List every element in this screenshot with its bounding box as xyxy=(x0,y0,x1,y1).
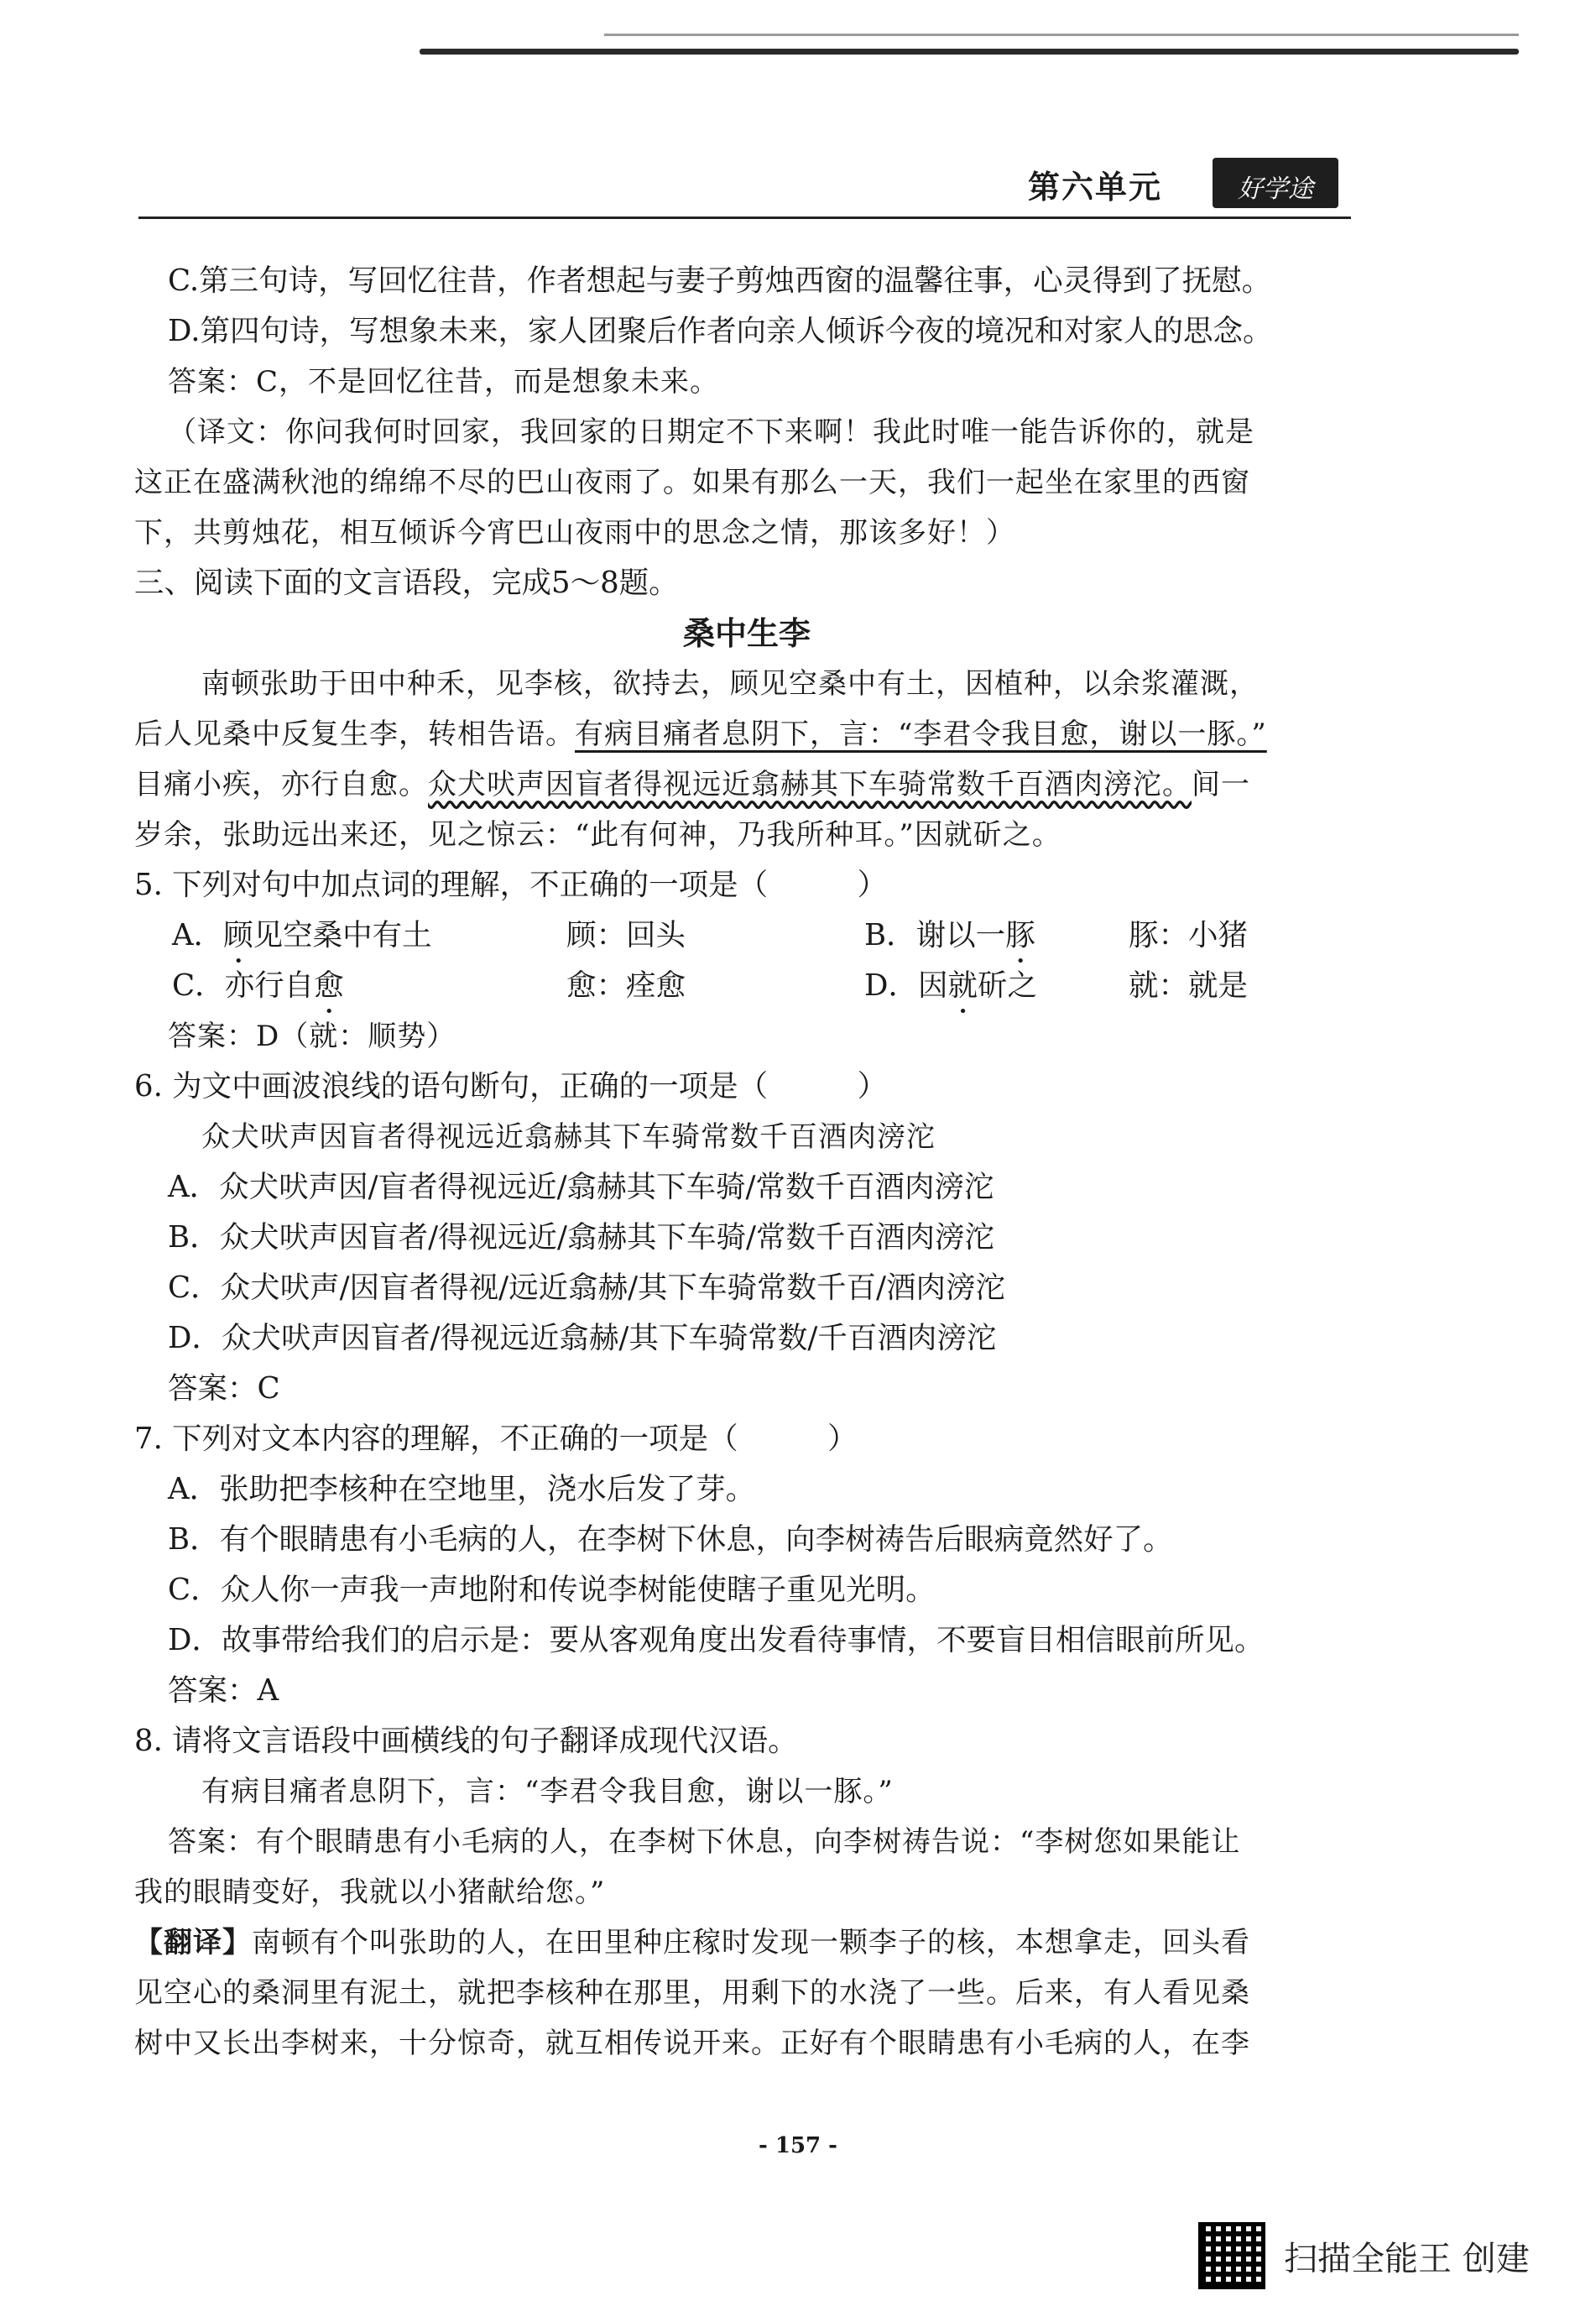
question-7: 7. 下列对文本内容的理解，不正确的一项是（ ） xyxy=(134,1422,858,1456)
q6-answer: 答案：C xyxy=(168,1371,280,1406)
translation-label: 【翻译】 xyxy=(134,1926,252,1959)
q7-option-b: B．有个眼睛患有小毛病的人，在李树下休息，向李树祷告后眼病竟然好了。 xyxy=(168,1522,1173,1557)
q7-option-d: D．故事带给我们的启示是：要从客观角度出发看待事情，不要盲目相信眼前所见。 xyxy=(168,1623,1265,1657)
dotted-char: 就 xyxy=(947,968,978,1003)
passage-text: 后人见桑中反复生李，转相告语。 xyxy=(134,717,575,751)
page-content xyxy=(134,256,1359,2069)
translation-para-2: 见空心的桑洞里有泥土，就把李核种在那里，用剩下的水浇了一些。后来，有人看见桑 xyxy=(134,1976,1250,2010)
passage-text: 目痛小疾，亦行自愈。 xyxy=(134,768,428,801)
page-number: - 157 - xyxy=(759,2133,837,2158)
scanner-watermark: 扫描全能王 创建 xyxy=(1284,2240,1530,2278)
option-text: 斫之 xyxy=(977,968,1037,1003)
q6-sentence: 众犬吠声因盲者得视远近翕赫其下车骑常数千百酒肉滂沱 xyxy=(201,1120,936,1154)
logo-badge xyxy=(1213,158,1338,208)
qr-code-icon xyxy=(1198,2222,1265,2289)
q5-option-a: A．顾见空桑中有土 xyxy=(172,918,432,952)
translation-para-1 xyxy=(134,1918,1359,1968)
top-decor-line xyxy=(420,49,1519,55)
q5-option-b-def: 豚：小猪 xyxy=(1129,918,1249,952)
question-5: 5. 下列对句中加点词的理解，不正确的一项是（ ） xyxy=(134,868,888,902)
passage-line-2 xyxy=(134,709,1359,759)
underlined-sentence: 有病目痛者息阴下，言：“李君令我目愈，谢以一豚。” xyxy=(575,717,1267,751)
passage-text: 间一 xyxy=(1192,768,1250,801)
q8-answer-2: 我的眼睛变好，我就以小猪献给您。” xyxy=(134,1876,606,1909)
option-text: 见空桑中有土 xyxy=(253,918,432,952)
passage-line-3 xyxy=(134,759,1359,810)
option-text: C．亦行自 xyxy=(172,968,315,1003)
question-8: 8. 请将文言语段中画横线的句子翻译成现代汉语。 xyxy=(134,1724,798,1758)
q5-options-row-1 xyxy=(134,910,1359,961)
q7-option-c: C．众人你一声我一声地附和传说李树能使瞎子重见光明。 xyxy=(168,1573,936,1607)
option-c-line: C.第三句诗，写回忆往昔，作者想起与妻子剪烛西窗的温馨往事，心灵得到了抚慰。 xyxy=(168,263,1272,298)
option-text: B．谢以一 xyxy=(864,918,1006,952)
q6-option-a: A．众犬吠声因/盲者得视远近/翕赫其下车骑/常数千百酒肉滂沱 xyxy=(168,1170,994,1204)
q5-option-d-def: 就：就是 xyxy=(1129,968,1249,1003)
q8-answer-1: 答案：有个眼睛患有小毛病的人，在李树下休息，向李树祷告说：“李树您如果能让 xyxy=(168,1825,1241,1859)
q5-answer: 答案：D（就：顺势） xyxy=(168,1020,456,1053)
translation-line-2: 这正在盛满秋池的绵绵不尽的巴山夜雨了。如果有那么一天，我们一起坐在家里的西窗 xyxy=(134,466,1250,499)
passage-line-4: 岁余，张助远出来还，见之惊云：“此有何神，乃我所种耳。”因就斫之。 xyxy=(134,818,1061,852)
q5-options-row-2 xyxy=(134,961,1359,1011)
translation-line-1: （译文：你问我何时回家，我回家的日期定不下来啊！我此时唯一能告诉你的，就是 xyxy=(168,415,1254,449)
q5-option-d xyxy=(864,961,1129,1011)
logo-text: 好学途 xyxy=(1238,175,1313,204)
translation-text: 南顿有个叫张助的人，在田里种庄稼时发现一颗李子的核，本想拿走，回头看 xyxy=(252,1926,1250,1959)
section-heading: 三、阅读下面的文言语段，完成5～8题。 xyxy=(134,566,679,600)
dotted-char: 豚 xyxy=(1005,918,1035,952)
question-6: 6. 为文中画波浪线的语句断句，正确的一项是（ ） xyxy=(134,1069,888,1104)
header-divider xyxy=(138,217,1351,219)
top-decor-line-thin xyxy=(604,34,1519,36)
q6-option-c: C．众犬吠声/因盲者得视/远近翕赫/其下车骑常数千百/酒肉滂沱 xyxy=(168,1271,1006,1305)
passage-title: 桑中生李 xyxy=(682,615,811,652)
q5-option-a-def: 顾：回头 xyxy=(566,918,686,952)
q5-option-c-def: 愈：痊愈 xyxy=(566,968,686,1003)
q6-option-b: B．众犬吠声因盲者/得视远近/翕赫其下车骑/常数千百酒肉滂沱 xyxy=(168,1220,994,1255)
wavy-sentence: 众犬吠声因盲者得视远近翕赫其下车骑常数千百酒肉滂沱。 xyxy=(428,768,1192,801)
option-d-line: D.第四句诗，写想象未来，家人团聚后作者向亲人倾诉今夜的境况和对家人的思念。 xyxy=(168,314,1273,348)
dotted-char: 顾 xyxy=(223,918,253,952)
option-text: D．因 xyxy=(864,968,948,1003)
translation-para-3: 树中又长出李树来，十分惊奇，就互相传说开来。正好有个眼睛患有小毛病的人，在李 xyxy=(134,2027,1250,2060)
q7-option-a: A．张助把李核种在空地里，浇水后发了芽。 xyxy=(168,1472,756,1506)
unit-title: 第六单元 xyxy=(1028,169,1163,206)
q5-option-c xyxy=(134,961,566,1011)
q7-answer: 答案：A xyxy=(168,1673,279,1708)
q6-option-d: D．众犬吠声因盲者/得视远近翕赫/其下车骑常数/千百酒肉滂沱 xyxy=(168,1321,997,1355)
passage-line-1: 南顿张助于田中种禾，见李核，欲持去，顾见空桑中有土，因植种，以余浆灌溉， xyxy=(201,667,1259,701)
dotted-char: 愈 xyxy=(314,968,344,1003)
q8-sentence: 有病目痛者息阴下，言：“李君令我目愈，谢以一豚。” xyxy=(201,1775,894,1808)
translation-line-3: 下，共剪烛花，相互倾诉今宵巴山夜雨中的思念之情，那该多好！） xyxy=(134,516,1015,550)
q5-option-b xyxy=(864,910,1129,961)
answer-line: 答案：C，不是回忆往昔，而是想象未来。 xyxy=(168,365,720,399)
